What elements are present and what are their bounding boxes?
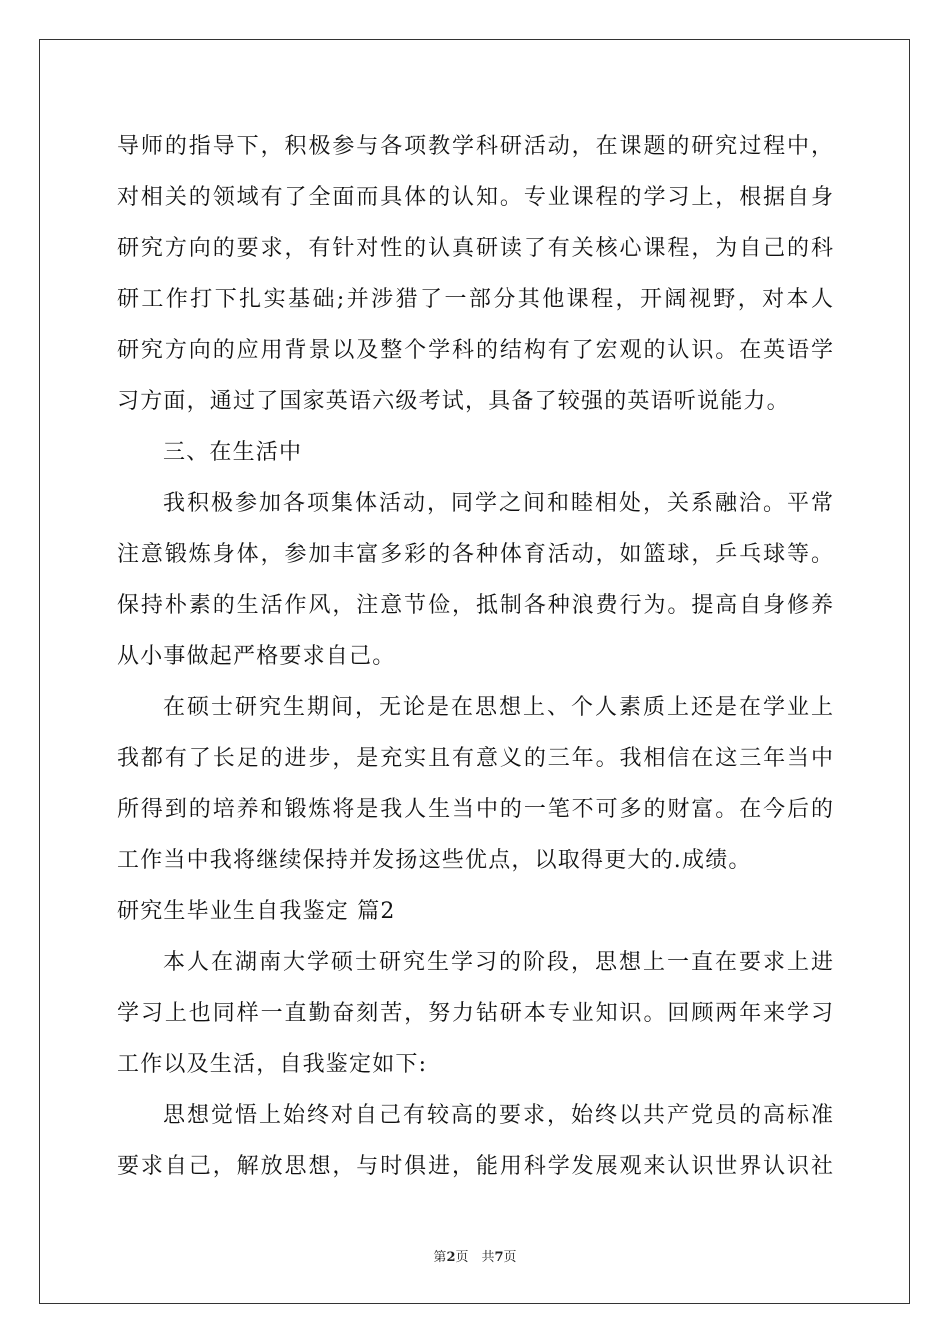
page-mid: 页 共: [455, 1250, 495, 1265]
document-body: [117, 125, 833, 1196]
text-line: 工作当中我将继续保持并发扬这些优点，以取得更大的.成绩。: [117, 848, 752, 873]
text-line: 要求自己，解放思想，与时俱进，能用科学发展观来认识世界认识社: [117, 1154, 833, 1179]
text-line: 从小事做起严格要求自己。: [117, 644, 396, 669]
current-page-number: 2: [446, 1250, 456, 1265]
text-line: 三、在生活中: [163, 440, 303, 465]
total-page-number: 7: [494, 1250, 504, 1265]
text-line: 习方面，通过了国家英语六级考试，具备了较强的英语听说能力。: [117, 389, 790, 414]
text-line: 研究生毕业生自我鉴定 篇2: [117, 899, 396, 924]
text-line: 保持朴素的生活作风，注意节俭，抵制各种浪费行为。提高自身修养: [117, 593, 833, 618]
page-footer: [0, 1246, 950, 1265]
text-line: 研究方向的应用背景以及整个学科的结构有了宏观的认识。在英语学: [117, 338, 833, 363]
text-line: 思想觉悟上始终对自己有较高的要求，始终以共产党员的高标准: [163, 1103, 833, 1128]
text-line: 在硕士研究生期间，无论是在思想上、个人素质上还是在学业上: [163, 695, 833, 720]
text-line: 我都有了长足的进步，是充实且有意义的三年。我相信在这三年当中: [117, 746, 833, 771]
page-prefix: 第: [433, 1250, 447, 1265]
text-line: 本人在湖南大学硕士研究生学习的阶段，思想上一直在要求上进: [163, 950, 833, 975]
text-line: 我积极参加各项集体活动，同学之间和睦相处，关系融洽。平常: [163, 491, 833, 516]
page-suffix: 页: [503, 1250, 517, 1265]
text-line: 学习上也同样一直勤奋刻苦，努力钻研本专业知识。回顾两年来学习: [117, 1001, 833, 1026]
text-line: 所得到的培养和锻炼将是我人生当中的一笔不可多的财富。在今后的: [117, 797, 833, 822]
text-line: 研究方向的要求，有针对性的认真研读了有关核心课程，为自己的科: [117, 236, 833, 261]
text-line: 导师的指导下，积极参与各项教学科研活动，在课题的研究过程中，: [117, 134, 833, 159]
text-line: 工作以及生活，自我鉴定如下:: [117, 1052, 428, 1077]
text-line: 对相关的领域有了全面而具体的认知。专业课程的学习上，根据自身: [117, 185, 833, 210]
text-line: 注意锻炼身体，参加丰富多彩的各种体育活动，如篮球，乒乓球等。: [117, 542, 833, 567]
text-line: 研工作打下扎实基础;并涉猎了一部分其他课程，开阔视野，对本人: [117, 287, 833, 312]
